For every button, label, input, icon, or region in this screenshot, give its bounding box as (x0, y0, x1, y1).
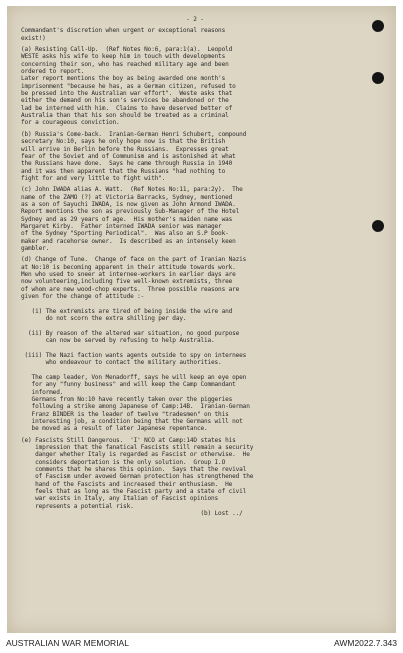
sections-container (21, 27, 369, 517)
text-line: Germans from No:10 have recently taken over the piggeries (21, 395, 233, 403)
text-line: Sydney and as 29 years of age. His mother's maiden name was (21, 215, 233, 223)
text-line: (i) The extremists are tired of being inside the wire and (21, 307, 233, 315)
text-line: danger whether Italy is regarded as Fascist or otherwise. He (21, 451, 250, 459)
text-line: Margaret Kirby. Father interned IWADA senior was manager (21, 222, 222, 230)
text-line: be pressed into the Australian war effort". Weste asks that (21, 90, 233, 98)
footer-reference: AWM2022.7.343 (334, 638, 397, 648)
archive-footer (0, 633, 403, 653)
document-page (7, 6, 396, 633)
text-line: war exists in Italy, any Italian of Fascist opinions (21, 495, 219, 503)
document-section (21, 186, 369, 252)
text-line: (a) Resisting Call-Up. (Ref Notes No:6, para:1(a). Leopold (21, 46, 233, 54)
text-line: of whom are new wood-chop experts. Three possible reasons are (21, 285, 240, 293)
text-line: imprisonment "because he has, as a German citizen, refused to (21, 82, 236, 90)
text-line: gambler. (21, 244, 50, 252)
text-line: considers deportation is the only solution. Group I.O (21, 458, 226, 466)
text-line: impression that the fanatical Fascists still remain a security (21, 443, 254, 451)
text-line: hand of the Fascists and increased their enthusiasm. He (21, 480, 233, 488)
footer-institution: AUSTRALIAN WAR MEMORIAL (6, 638, 129, 648)
text-line: ordered to report. (21, 68, 85, 76)
text-line: comments that he shares this opinion. Says that the revival (21, 465, 247, 473)
text-line: (ii) By reason of the altered war situation, no good purpose (21, 329, 240, 337)
punch-hole (372, 72, 384, 84)
text-line: will arrive in Berlin before the Russians. Expresses great (21, 145, 229, 153)
punch-hole (372, 220, 384, 232)
text-line: can now be served by refusing to help Australia. (21, 337, 215, 345)
punch-hole (372, 20, 384, 32)
page-number: - 2 - (186, 16, 204, 23)
text-line: and it was then apparent that the Russians "had nothing to (21, 167, 226, 175)
text-line: Men who used to sneer at internee-workers in earlier days are (21, 271, 236, 278)
text-line: following a strike among Japanese of Camp:14B. Iranian-German (21, 403, 250, 411)
text-line: now volunteering,including five well-known extremists, three (21, 278, 233, 286)
text-line: informed. (21, 388, 64, 396)
text-line (21, 300, 369, 307)
text-line: of the Sydney "Sporting Periodical". Was also an S.P book- (21, 230, 229, 238)
text-line: Franz BINDER is the leader of twelve "tradesmen" on this (21, 410, 229, 418)
text-line: given for the change of attitude :- (21, 293, 145, 301)
text-line: Later report mentions the boy as being awarded one month's (21, 75, 226, 83)
text-line: interesting job, a condition being that the Germans will not (21, 417, 243, 425)
text-line: as a son of Sayuchi IWADA, is now given as John Armond IWADA. (21, 200, 236, 208)
text-line: (d) Change of Tune. Change of face on the part of Iranian Nazis (21, 256, 247, 264)
text-line: (b) Lost ../ (21, 510, 243, 517)
document-section (21, 27, 369, 42)
text-line: Commandant's discretion when urgent or exceptional reasons (21, 27, 226, 35)
text-line (21, 344, 369, 351)
text-line: WESTE asks his wife to keep him in touch with developments (21, 53, 226, 61)
text-line: do not scorn the extra shilling per day. (21, 315, 187, 323)
text-line: of Fascism under avowed German protection has strengthened the (21, 473, 254, 481)
text-line (21, 322, 369, 329)
text-line: The camp leader, Von Menadorff, says he will keep an eye open (21, 373, 247, 381)
text-line: (iii) The Nazi faction wants agents outside to spy on internees (21, 351, 247, 359)
text-line: fear of the Soviet and of Communism and is astonished at what (21, 152, 236, 160)
document-body (21, 16, 369, 517)
document-section (21, 256, 369, 432)
text-line: the Russians have done. Says he came through Russia in 1940 (21, 160, 233, 168)
text-line: secretary No:10, says he only hope now is that the British (21, 138, 226, 146)
text-line: Report mentions the son as previously Sub-Manager of the Hotel (21, 208, 240, 216)
text-line: Australia than that his son should be treated as a criminal (21, 112, 229, 120)
text-line (21, 366, 369, 373)
text-line: (c) John IWADA alias A. Watt. (Ref Notes No:11, para:2y). The (21, 186, 243, 194)
text-line: for a courageous conviction. (21, 119, 120, 127)
text-line: who endeavour to contact the military authorities. (21, 359, 222, 367)
document-section (21, 437, 369, 518)
text-line: (e) Fascists Still Dangerous. 'I' NCO at Camp:14D states his (21, 436, 236, 444)
text-line: fight for and very little to fight with". (21, 174, 166, 182)
text-line: maker and racehorse owner. Is described as an intensely keen (21, 237, 236, 245)
text-line: at No:10 is becoming apparent in their attitude towards work. (21, 263, 236, 271)
text-line: either the demand on his son's services be abandoned or the (21, 97, 229, 105)
text-line: feels that as long as the Fascist party and a state of civil (21, 487, 247, 495)
document-section (21, 131, 369, 182)
text-line: lad be interned with him. Claims to have deserved better of (21, 104, 233, 112)
text-line: (b) Russia's Come-back. Iranian-German Henri Schubert, compound (21, 130, 247, 138)
text-line: exist!) (21, 34, 46, 42)
text-line: represents a potential risk. (21, 502, 134, 510)
text-line: be moved as a result of later Japanese repentance. (21, 425, 208, 433)
text-line: concerning their son, who has reached military age and been (21, 60, 229, 68)
text-line: name of the ZAMO (?) at Victoria Barracks, Sydney, mentioned (21, 193, 233, 201)
text-line: for any "funny business" and will keep the Camp Commandant (21, 381, 236, 389)
document-section (21, 46, 369, 127)
